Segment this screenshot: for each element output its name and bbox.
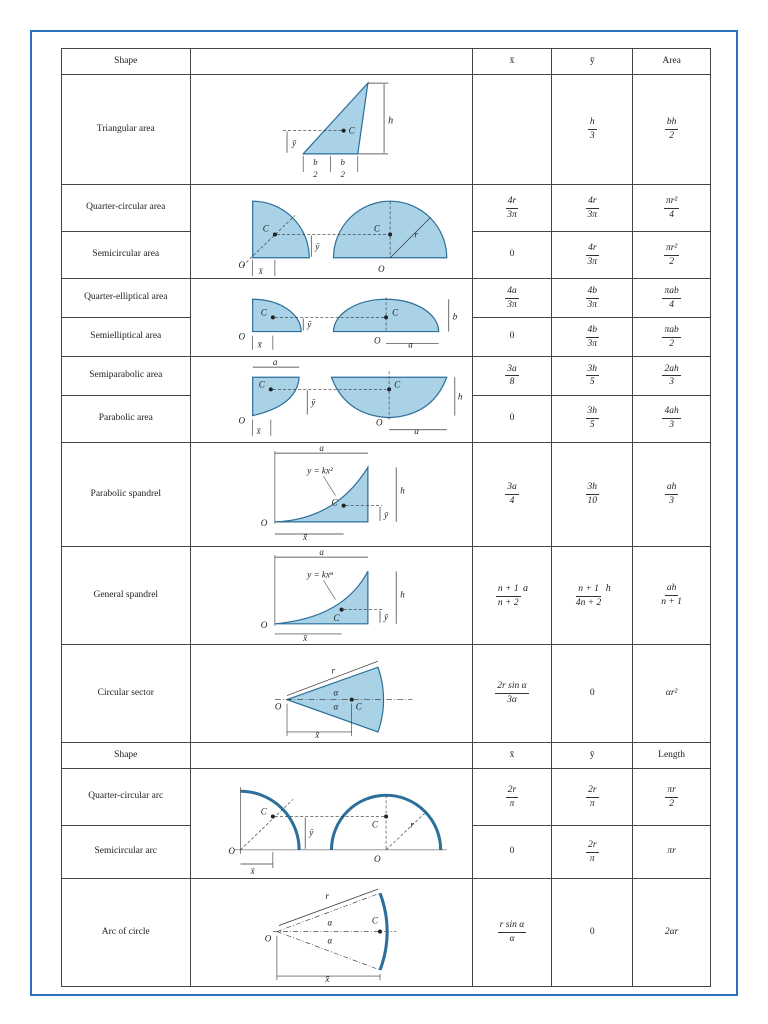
header-y: ȳ <box>552 49 633 75</box>
header-x: x̄ <box>472 743 552 769</box>
cell-ybar: $\frac{4r}{3\pi}$ <box>552 185 633 232</box>
label-a: a <box>407 339 413 350</box>
label-xbar: x̄ <box>302 531 307 542</box>
cell-ybar: 0 <box>552 879 633 987</box>
cell-length: $\frac{\pi r}{2}$ <box>633 769 711 826</box>
table-row <box>62 75 711 185</box>
label-C2: C <box>391 307 398 318</box>
cell-xbar: 0 <box>472 826 552 879</box>
header-x: x̄ <box>472 49 552 75</box>
cell-area: $\frac{\text{πr²}}{4}$ <box>633 185 711 232</box>
centroid-table <box>61 48 711 987</box>
label-r: r <box>331 665 335 676</box>
label-b: b <box>452 311 457 322</box>
shape-name: Semielliptical area <box>62 318 191 357</box>
shape-name: Quarter-elliptical area <box>62 279 191 318</box>
shape-name: General spandrel <box>62 547 191 645</box>
cell-xbar: $\frac{4a}{3\pi}$ <box>472 279 552 318</box>
label-xbar: x̄ <box>258 266 263 277</box>
label-xbar: x̄ <box>256 425 261 436</box>
cell-ybar: $\frac{2r}{\pi}$ <box>552 826 633 879</box>
label-C2: C <box>393 379 400 390</box>
label-O1: O <box>238 415 245 426</box>
label-h: h <box>387 115 393 127</box>
header-shape: Shape <box>62 743 191 769</box>
label-ybar: ȳ <box>383 509 388 520</box>
general-spandrel-figure <box>190 547 472 645</box>
cell-ybar: $\frac{4b}{3\pi}$ <box>552 279 633 318</box>
label-C1: C <box>260 307 267 318</box>
label-xbar: x̄ <box>302 633 307 644</box>
label-C2: C <box>373 223 380 234</box>
header-figure <box>190 49 472 75</box>
shape-name: Arc of circle <box>62 879 191 987</box>
label-O: O <box>274 701 281 712</box>
table-row <box>62 279 711 318</box>
table-row <box>62 357 711 396</box>
header-y: ȳ <box>552 743 633 769</box>
cell-ybar: $\frac{3h}{5}$ <box>552 357 633 396</box>
label-r: r <box>324 891 329 902</box>
label-a: a <box>318 547 324 558</box>
label-alpha1: α <box>333 687 338 698</box>
label-two1: 2 <box>312 169 318 180</box>
cell-ybar: $\frac{2r}{\pi}$ <box>552 769 633 826</box>
cell-xbar: $\frac{\text{2r sin α}}{3\alpha}$ <box>472 645 552 743</box>
label-ybar: ȳ <box>308 827 313 838</box>
cell-ybar: $\frac{4r}{3\pi}$ <box>552 232 633 279</box>
shape-name: Circular sector <box>62 645 191 743</box>
label-ybar: ȳ <box>314 241 319 252</box>
cell-area: $\frac{4ah}{3}$ <box>633 395 711 442</box>
header-figure <box>190 743 472 769</box>
label-C: C <box>348 125 355 136</box>
header-area: Area <box>633 49 711 75</box>
label-O: O <box>260 619 267 630</box>
table-row <box>62 185 711 232</box>
shape-name: Semicircular area <box>62 232 191 279</box>
cell-xbar: 0 <box>472 395 552 442</box>
circular-sector-figure <box>190 645 472 743</box>
label-O2: O <box>375 417 383 428</box>
label-C: C <box>331 497 338 508</box>
table-row <box>62 879 711 987</box>
cell-xbar <box>472 75 552 185</box>
label-ybar: ȳ <box>310 397 315 408</box>
label-C1: C <box>258 379 265 390</box>
label-O1: O <box>238 260 245 271</box>
table-header-area <box>62 49 711 75</box>
label-C1: C <box>262 223 269 234</box>
circular-areas-figure <box>190 185 472 279</box>
cell-area: $\frac{\text{πr²}}{2}$ <box>633 232 711 279</box>
header-shape: Shape <box>62 49 191 75</box>
shape-name: Quarter-circular arc <box>62 769 191 826</box>
label-C2: C <box>371 819 378 830</box>
label-xbar: x̄ <box>324 974 330 985</box>
label-xbar: x̄ <box>250 866 255 877</box>
shape-name: Parabolic spandrel <box>62 442 191 546</box>
label-b1: b <box>312 156 318 167</box>
cell-length: 2αr <box>633 879 711 987</box>
label-ybar: ȳ <box>306 319 311 330</box>
label-O1: O <box>238 331 245 342</box>
cell-xbar: $\frac{3a}{4}$ <box>472 442 552 546</box>
label-O1: O <box>227 846 235 857</box>
label-equation: y = kx² <box>306 465 333 476</box>
label-ybar: ȳ <box>291 137 296 148</box>
cell-xbar: $\frac{\text{r sin α}}{\alpha}$ <box>472 879 552 987</box>
label-equation: y = kxⁿ <box>306 569 333 580</box>
label-C1: C <box>260 806 267 817</box>
cell-area: $\frac{ah}{3}$ <box>633 442 711 546</box>
cell-area: $\frac{bh}{2}$ <box>633 75 711 185</box>
page-frame <box>30 30 738 996</box>
cell-area: $\frac{\text{πab}}{2}$ <box>633 318 711 357</box>
cell-xbar: $\frac{2r}{\pi}$ <box>472 769 552 826</box>
cell-area: $\frac{ah}{n + 1}$ <box>633 547 711 645</box>
cell-area: αr² <box>633 645 711 743</box>
cell-ybar: $\frac{h}{3}$ <box>552 75 633 185</box>
cell-xbar: $\frac{3a}{8}$ <box>472 357 552 396</box>
label-C: C <box>355 701 362 712</box>
label-r: r <box>413 229 418 240</box>
triangle-figure <box>190 75 472 185</box>
cell-area: $\frac{2ah}{3}$ <box>633 357 711 396</box>
label-xbar: x̄ <box>257 339 262 350</box>
elliptical-areas-figure <box>190 279 472 357</box>
shape-name: Quarter-circular area <box>62 185 191 232</box>
header-length: Length <box>633 743 711 769</box>
label-h: h <box>399 589 405 600</box>
arc-of-circle-figure <box>190 879 472 987</box>
table-header-length <box>62 743 711 769</box>
shape-name: Semicircular arc <box>62 826 191 879</box>
label-two2: 2 <box>340 169 345 180</box>
table-row <box>62 442 711 546</box>
label-a1: a <box>272 357 277 368</box>
cell-ybar: $\frac{3h}{5}$ <box>552 395 633 442</box>
label-b2: b <box>340 156 345 167</box>
circular-arcs-figure <box>190 769 472 879</box>
label-h: h <box>457 391 462 402</box>
shape-name: Triangular area <box>62 75 191 185</box>
shape-name: Parabolic area <box>62 395 191 442</box>
label-O2: O <box>373 335 381 346</box>
cell-area: $\frac{\text{πab}}{4}$ <box>633 279 711 318</box>
label-alpha2: α <box>326 935 332 946</box>
cell-length: πr <box>633 826 711 879</box>
cell-xbar: 0 <box>472 232 552 279</box>
cell-xbar: $\frac{4r}{3\pi}$ <box>472 185 552 232</box>
label-xbar: x̄ <box>314 730 319 741</box>
label-a: a <box>318 442 324 453</box>
label-O2: O <box>373 854 381 865</box>
parabolic-areas-figure <box>190 357 472 443</box>
table-row <box>62 547 711 645</box>
cell-ybar: 0 <box>552 645 633 743</box>
label-ybar: ȳ <box>383 611 388 622</box>
label-alpha1: α <box>326 917 332 928</box>
label-r: r <box>409 819 414 830</box>
cell-xbar: 0 <box>472 318 552 357</box>
shape-name: Semiparabolic area <box>62 357 191 396</box>
cell-ybar: $\frac{n + 1}{4n + 2}$ h <box>552 547 633 645</box>
label-C: C <box>333 612 340 623</box>
label-alpha2: α <box>333 701 338 712</box>
parabolic-spandrel-figure <box>190 442 472 546</box>
cell-ybar: $\frac{3h}{10}$ <box>552 442 633 546</box>
label-O: O <box>264 933 271 944</box>
label-a2: a <box>413 425 419 436</box>
table-row <box>62 645 711 743</box>
cell-ybar: $\frac{4b}{3\pi}$ <box>552 318 633 357</box>
table-row <box>62 769 711 826</box>
cell-xbar: $\frac{n + 1}{n + 2}$ a <box>472 547 552 645</box>
label-O2: O <box>377 264 385 275</box>
label-C: C <box>371 915 378 926</box>
label-h: h <box>399 485 405 496</box>
label-O: O <box>260 517 267 528</box>
